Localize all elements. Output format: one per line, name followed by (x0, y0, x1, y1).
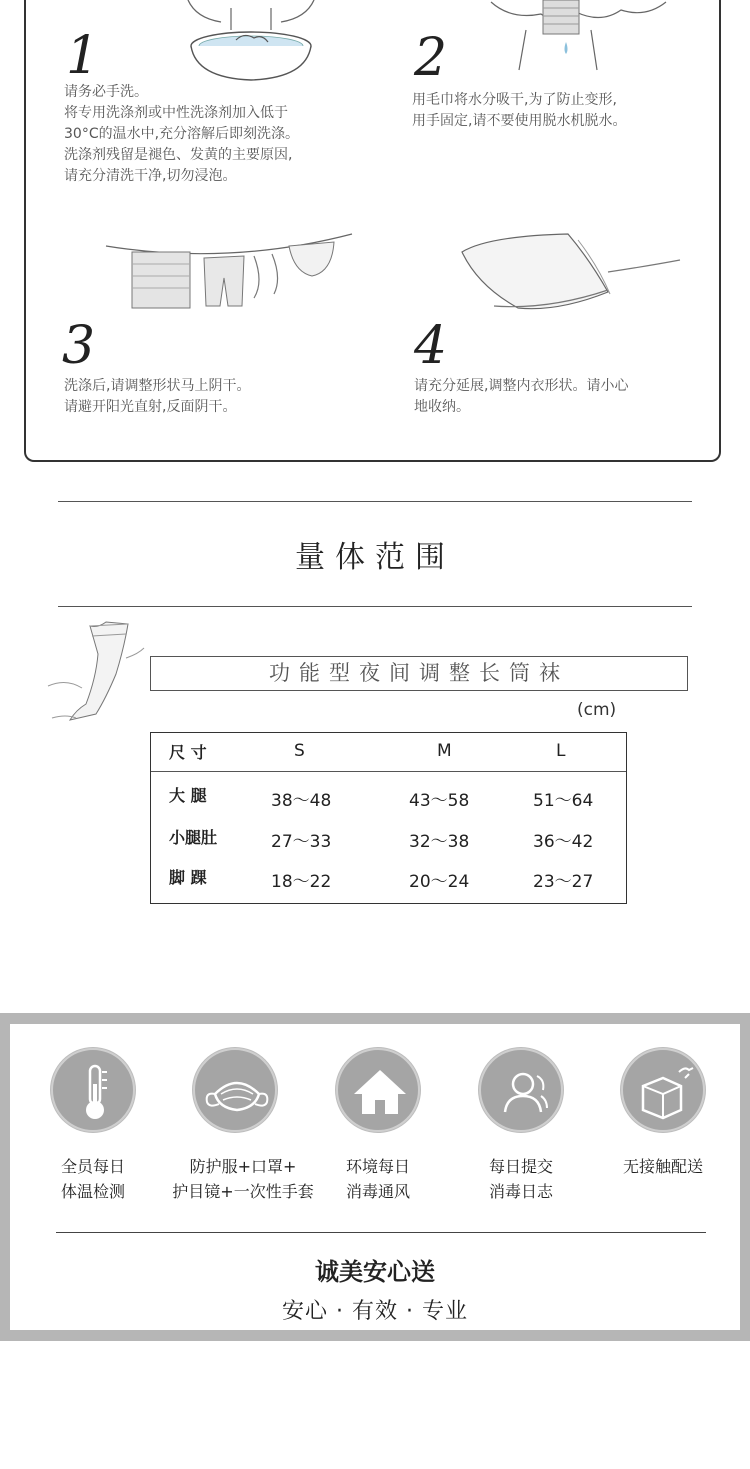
divider-top (58, 501, 692, 502)
unit-label: (cm) (577, 700, 617, 720)
delivery-frame (0, 1013, 750, 1341)
badge-protection (193, 1048, 277, 1132)
mask-icon (195, 1050, 279, 1134)
table-header-divider (151, 771, 626, 772)
step-4-number: 4 (414, 316, 448, 376)
cell-ankle-s: 18～22 (271, 872, 332, 892)
step-2-number: 2 (414, 28, 448, 88)
row-label-ankle: 脚 踝 (169, 868, 207, 887)
column-header-m: M (437, 741, 452, 761)
cell-thigh-l: 51～64 (533, 791, 594, 811)
cell-ankle-l: 23～27 (533, 872, 594, 892)
delivery-panel (10, 1024, 740, 1330)
product-name-box: 功能型夜间调整长筒袜 (150, 656, 688, 691)
delivery-title: 诚美安心送 (315, 1258, 435, 1286)
row-label-calf: 小腿肚 (169, 828, 218, 847)
badge-temperature (51, 1048, 135, 1132)
cell-ankle-m: 20～24 (409, 872, 470, 892)
delivery-divider (56, 1232, 706, 1233)
cell-calf-l: 36～42 (533, 832, 594, 852)
label-protection: 防护服+口罩+ 护目镜+一次性手套 (172, 1157, 314, 1201)
cell-thigh-s: 38～48 (271, 791, 332, 811)
step-3-text: 洗涤后,请调整形状马上阴干。 请避开阳光直射,反面阴干。 (64, 378, 251, 415)
cell-calf-s: 27～33 (271, 832, 332, 852)
house-icon (338, 1050, 422, 1134)
leg-stocking-illustration (46, 618, 146, 728)
care-instructions-box (24, 0, 721, 462)
label-temperature: 全员每日 体温检测 (60, 1157, 125, 1201)
badge-environment (336, 1048, 420, 1132)
column-header-l: L (556, 741, 566, 761)
thermometer-icon (53, 1050, 137, 1134)
package-icon (623, 1050, 707, 1134)
label-environment: 环境每日 消毒通风 (345, 1157, 410, 1201)
hand-wash-illustration (176, 0, 326, 85)
step-1-text: 请务必手洗。 将专用洗涤剂或中性洗涤剂加入低于 30°C的温水中,充分溶解后即刻洗涤。 洗涤剂残留是褪色、发黄的主要原因, 请充分清洗干净,切勿浸泡。 (64, 84, 300, 184)
label-contactless: 无接触配送 (622, 1157, 703, 1176)
cell-calf-m: 32～38 (409, 832, 470, 852)
table-corner-label: 尺 寸 (169, 743, 207, 762)
step-4-text: 请充分延展,调整内衣形状。请小心 地收纳。 (414, 378, 629, 415)
column-header-s: S (294, 741, 305, 761)
person-icon (481, 1050, 565, 1134)
badge-contactless (621, 1048, 705, 1132)
cell-thigh-m: 43～58 (409, 791, 470, 811)
clothesline-illustration (104, 232, 354, 322)
badge-log (479, 1048, 563, 1132)
divider-bottom (58, 606, 692, 607)
step-1-number: 1 (66, 26, 100, 86)
step-3-number: 3 (62, 316, 96, 376)
size-table (150, 732, 627, 904)
step-2-text: 用毛巾将水分吸干,为了防止变形, 用手固定,请不要使用脱水机脱水。 (412, 92, 627, 129)
folded-garment-illustration (458, 230, 683, 320)
row-label-thigh: 大 腿 (169, 786, 207, 805)
towel-dry-illustration (481, 0, 671, 75)
label-log: 每日提交 消毒日志 (488, 1157, 553, 1201)
section-title: 量体范围 (295, 540, 455, 575)
delivery-subtitle: 安心 · 有效 · 专业 (282, 1299, 468, 1324)
